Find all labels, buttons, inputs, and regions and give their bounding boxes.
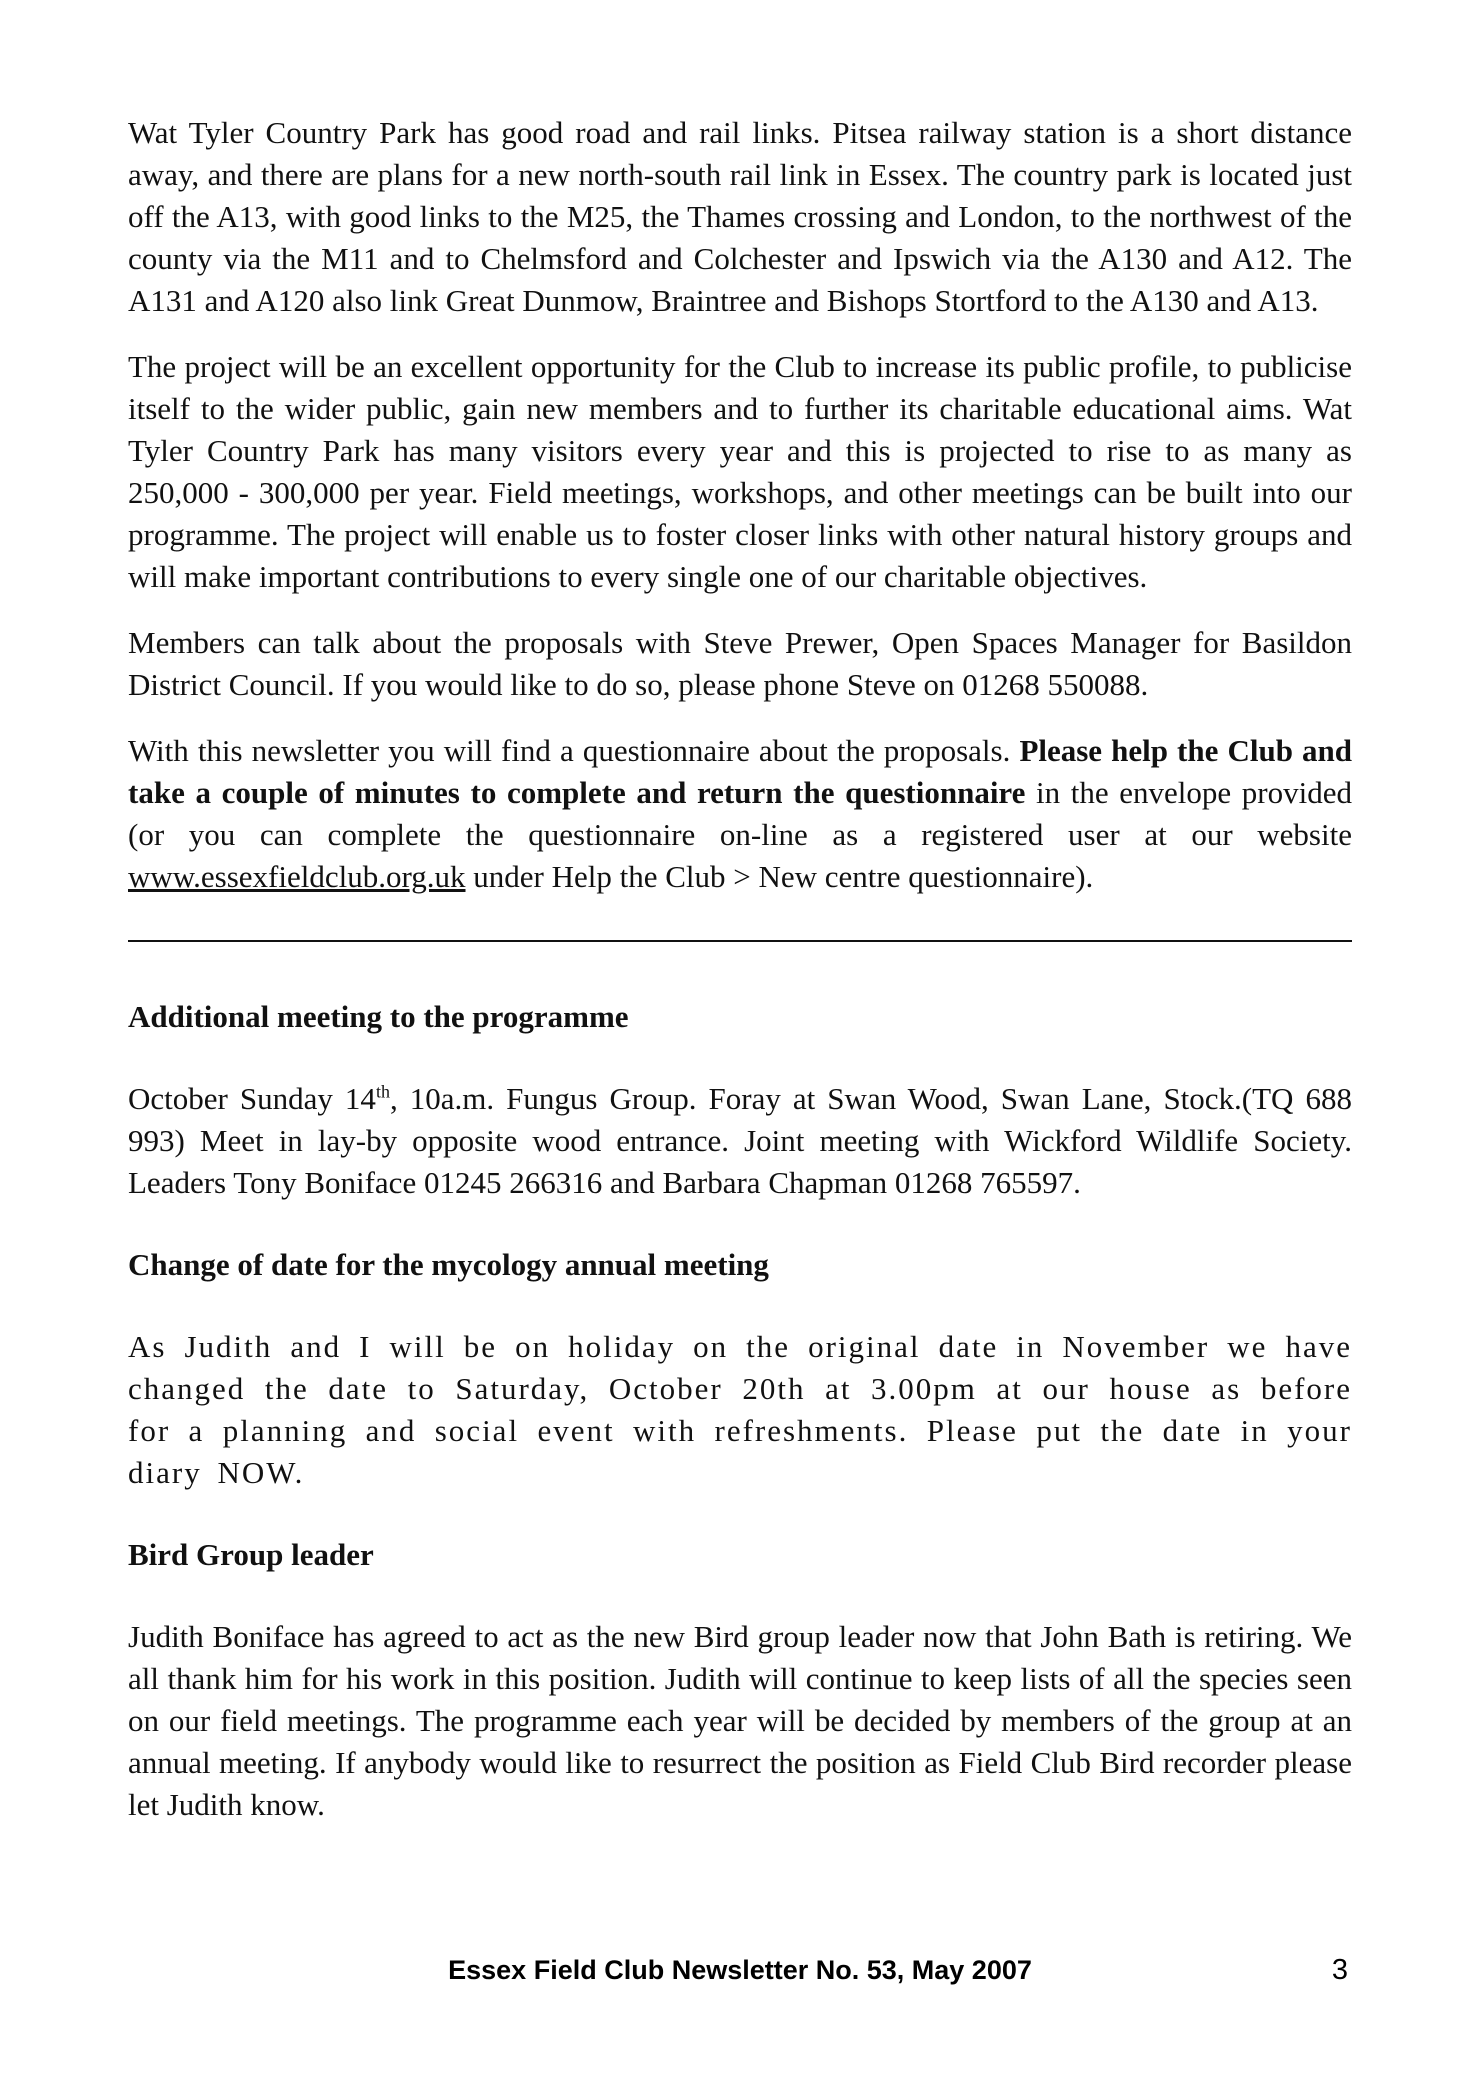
paragraph-questionnaire <box>128 730 1352 898</box>
page-number: 3 <box>1331 1954 1348 1986</box>
paragraph-contact-steve: Members can talk about the proposals with Steve Prewer, Open Spaces Manager for Basildon District Council. If you would like to do so, please phone Steve on 01268 550088. <box>128 625 1352 702</box>
newsletter-page <box>128 112 1352 1850</box>
meeting-date: October Sunday 14 <box>128 1081 376 1116</box>
questionnaire-intro: With this newsletter you will find a questionnaire about the proposals. <box>128 733 1020 768</box>
paragraph-transport-links: Wat Tyler Country Park has good road and rail links. Pitsea railway station is a short distance away, and there are plans for a new north-south rail link in Essex. The country park is located just off the A13, with good links to the M25, the Thames crossing and London, to the northwest of the county via the M11 and to Chelmsford and Colchester and Ipswich via the A130 and A12. The A131 and A120 also link Great Dunmow, Braintree and Bishops Stortford to the A130 and A13. <box>128 115 1352 318</box>
paragraph-project-opportunity: The project will be an excellent opportunity for the Club to increase its public profile, to publicise itself to the wider public, gain new members and to further its charitable educational aims. Wat Tyler Country Park has many visitors every year and this is projected to rise to as many as 250,000 - 300,000 per year. Field meetings, workshops, and other meetings can be built into our programme. The project will enable us to foster closer links with other natural history groups and will make important contributions to every single one of our charitable objectives. <box>128 349 1352 594</box>
paragraph-date-change: As Judith and I will be on holiday on the original date in November we have changed the date to Saturday, October 20th at 3.00pm at our house as before for a planning and social event with refreshments. Please put the date in your diary NOW. <box>128 1329 1352 1490</box>
section-divider <box>128 940 1352 942</box>
heading-additional-meeting: Additional meeting to the programme <box>128 999 629 1034</box>
questionnaire-end: under Help the Club > New centre questionnaire). <box>465 859 1094 894</box>
meeting-details: , 10a.m. Fungus Group. Foray at Swan Wood, Swan Lane, Stock.(TQ 688 993) Meet in lay-by opposite wood entrance. Joint meeting with Wickford Wildlife Society. Leaders Tony Boniface 01245 266316 and Barbara Chapman 01268 765597. <box>128 1081 1352 1200</box>
website-link[interactable]: www.essexfieldclub.org.uk <box>128 859 466 894</box>
page-footer <box>128 1948 1352 1992</box>
questionnaire-middle: in the envelope provided (or you can complete the questionnaire on-line as a registered user at our website <box>128 775 1352 852</box>
date-ordinal: th <box>375 1081 390 1102</box>
heading-bird-group: Bird Group leader <box>128 1537 374 1572</box>
heading-date-change: Change of date for the mycology annual meeting <box>128 1247 769 1282</box>
newsletter-title: Essex Field Club Newsletter No. 53, May 2007 <box>448 1955 1032 1985</box>
paragraph-additional-meeting <box>128 1078 1352 1204</box>
paragraph-bird-group: Judith Boniface has agreed to act as the new Bird group leader now that John Bath is retiring. We all thank him for his work in this position. Judith will continue to keep lists of all the species seen on our field meetings. The programme each year will be decided by members of the group at an annual meeting. If anybody would like to resurrect the position as Field Club Bird recorder please let Judith know. <box>128 1619 1352 1822</box>
questionnaire-request: Please help the Club and take a couple of minutes to complete and return the questionnaire <box>128 733 1352 810</box>
